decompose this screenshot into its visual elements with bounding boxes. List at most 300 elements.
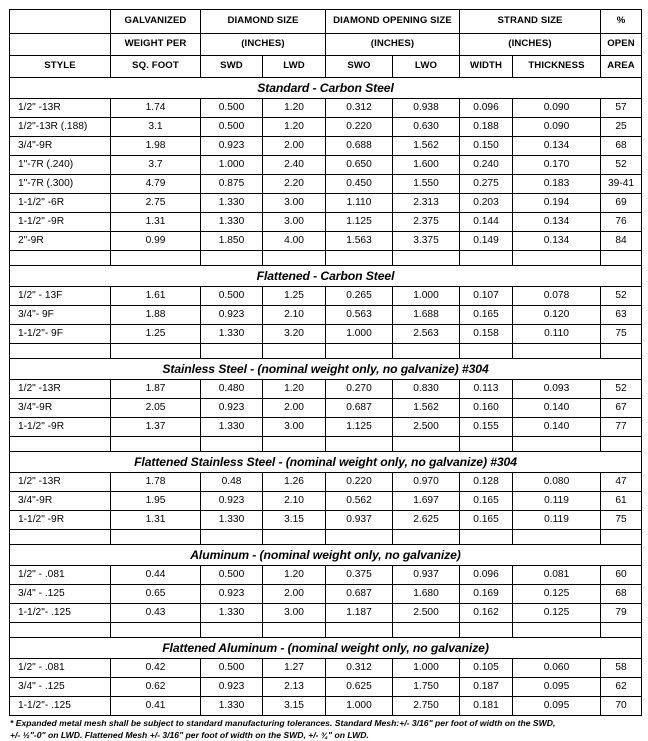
spacer-cell	[263, 623, 326, 638]
header-percent: %	[601, 10, 642, 34]
cell-lwo: 0.938	[393, 99, 460, 118]
cell-lwd: 2.20	[263, 175, 326, 194]
table-row	[10, 659, 642, 678]
cell-lwd: 1.25	[263, 287, 326, 306]
cell-area: 57	[601, 99, 642, 118]
cell-lwd: 1.26	[263, 473, 326, 492]
cell-area: 52	[601, 287, 642, 306]
spacer-cell	[513, 530, 601, 545]
cell-style: 1/2" -13R	[10, 380, 111, 399]
cell-lwd: 3.15	[263, 511, 326, 530]
table-row	[10, 566, 642, 585]
cell-thickness: 0.110	[513, 325, 601, 344]
section-title: Stainless Steel - (nominal weight only, no galvanize) #304	[10, 359, 642, 380]
cell-weight: 1.95	[111, 492, 201, 511]
cell-area: 39-41	[601, 175, 642, 194]
cell-thickness: 0.095	[513, 697, 601, 716]
footnote	[10, 718, 640, 741]
spacer-cell	[201, 623, 263, 638]
cell-style: 1-1/2" -9R	[10, 213, 111, 232]
cell-swd: 0.923	[201, 678, 263, 697]
cell-width: 0.165	[460, 511, 513, 530]
cell-style: 3/4"- 9F	[10, 306, 111, 325]
cell-style: 3/4"-9R	[10, 492, 111, 511]
header-col-area: AREA	[601, 56, 642, 78]
table-row	[10, 473, 642, 492]
spacer-cell	[601, 251, 642, 266]
spacer-cell	[326, 530, 393, 545]
cell-lwd: 3.00	[263, 194, 326, 213]
cell-swd: 0.923	[201, 585, 263, 604]
cell-lwo: 1.562	[393, 399, 460, 418]
cell-weight: 2.75	[111, 194, 201, 213]
cell-weight: 3.7	[111, 156, 201, 175]
cell-swo: 0.312	[326, 659, 393, 678]
cell-area: 67	[601, 399, 642, 418]
spacer-cell	[111, 530, 201, 545]
cell-area: 68	[601, 137, 642, 156]
table-row	[10, 380, 642, 399]
cell-thickness: 0.090	[513, 118, 601, 137]
table-row	[10, 325, 642, 344]
cell-lwd: 1.20	[263, 566, 326, 585]
spacer-cell	[513, 344, 601, 359]
cell-thickness: 0.119	[513, 511, 601, 530]
cell-thickness: 0.170	[513, 156, 601, 175]
cell-thickness: 0.183	[513, 175, 601, 194]
cell-swo: 1.187	[326, 604, 393, 623]
cell-lwd: 2.00	[263, 585, 326, 604]
cell-lwo: 2.500	[393, 604, 460, 623]
cell-swd: 0.48	[201, 473, 263, 492]
cell-swo: 0.650	[326, 156, 393, 175]
cell-swd: 0.500	[201, 287, 263, 306]
cell-width: 0.165	[460, 306, 513, 325]
cell-lwo: 0.830	[393, 380, 460, 399]
cell-width: 0.162	[460, 604, 513, 623]
section-title: Flattened Stainless Steel - (nominal weight only, no galvanize) #304	[10, 452, 642, 473]
cell-style: 1-1/2"- 9F	[10, 325, 111, 344]
cell-swo: 1.000	[326, 697, 393, 716]
cell-swd: 1.330	[201, 325, 263, 344]
cell-lwd: 3.20	[263, 325, 326, 344]
cell-weight: 0.62	[111, 678, 201, 697]
cell-thickness: 0.060	[513, 659, 601, 678]
cell-weight: 0.65	[111, 585, 201, 604]
section-title: Flattened Aluminum - (nominal weight only, no galvanize)	[10, 638, 642, 659]
cell-area: 52	[601, 156, 642, 175]
cell-area: 76	[601, 213, 642, 232]
header-strand-size: STRAND SIZE	[460, 10, 601, 34]
table-row	[10, 604, 642, 623]
table-row	[10, 137, 642, 156]
cell-style: 1-1/2" -9R	[10, 511, 111, 530]
cell-area: 25	[601, 118, 642, 137]
header-diamond-size: DIAMOND SIZE	[201, 10, 326, 34]
cell-weight: 1.25	[111, 325, 201, 344]
header-col-lwo: LWO	[393, 56, 460, 78]
cell-swd: 1.330	[201, 511, 263, 530]
cell-area: 58	[601, 659, 642, 678]
cell-area: 70	[601, 697, 642, 716]
section-title: Standard - Carbon Steel	[10, 78, 642, 99]
cell-style: 3/4"-9R	[10, 137, 111, 156]
section-title: Flattened - Carbon Steel	[10, 266, 642, 287]
header-col-lwd: LWD	[263, 56, 326, 78]
cell-thickness: 0.125	[513, 585, 601, 604]
spacer-cell	[393, 251, 460, 266]
section-header-row	[10, 452, 642, 473]
table-row	[10, 678, 642, 697]
cell-thickness: 0.140	[513, 418, 601, 437]
cell-swd: 0.923	[201, 137, 263, 156]
cell-swd: 1.850	[201, 232, 263, 251]
cell-style: 3/4" - .125	[10, 585, 111, 604]
spec-sheet	[0, 9, 648, 740]
cell-lwd: 3.00	[263, 213, 326, 232]
cell-swd: 1.330	[201, 697, 263, 716]
footnote-line-1: * Expanded metal mesh shall be subject to standard manufacturing tolerances. Standard Mesh:+/- 3/16" per foot of width on the SWD,	[10, 718, 556, 728]
cell-thickness: 0.120	[513, 306, 601, 325]
cell-swo: 1.110	[326, 194, 393, 213]
cell-lwd: 3.15	[263, 697, 326, 716]
spacer-cell	[201, 344, 263, 359]
spacer-cell	[111, 251, 201, 266]
cell-weight: 0.41	[111, 697, 201, 716]
cell-swo: 0.265	[326, 287, 393, 306]
cell-swo: 0.220	[326, 473, 393, 492]
cell-lwd: 1.20	[263, 99, 326, 118]
cell-style: 1/2"-13R (.188)	[10, 118, 111, 137]
cell-area: 61	[601, 492, 642, 511]
cell-lwd: 2.10	[263, 306, 326, 325]
spacer-cell	[326, 623, 393, 638]
cell-lwo: 2.500	[393, 418, 460, 437]
cell-lwo: 1.000	[393, 659, 460, 678]
cell-width: 0.096	[460, 566, 513, 585]
header-col-style: STYLE	[10, 56, 111, 78]
spacer-cell	[263, 251, 326, 266]
table-row	[10, 232, 642, 251]
spacer-cell	[513, 437, 601, 452]
cell-style: 1/2" - .081	[10, 566, 111, 585]
cell-weight: 0.99	[111, 232, 201, 251]
cell-lwo: 1.000	[393, 287, 460, 306]
cell-area: 63	[601, 306, 642, 325]
section-header-row	[10, 359, 642, 380]
cell-style: 1/2" -13R	[10, 473, 111, 492]
cell-swo: 0.270	[326, 380, 393, 399]
section-header-row	[10, 545, 642, 566]
spacer-cell	[10, 437, 111, 452]
cell-swd: 0.480	[201, 380, 263, 399]
cell-area: 69	[601, 194, 642, 213]
cell-area: 75	[601, 511, 642, 530]
cell-width: 0.240	[460, 156, 513, 175]
cell-width: 0.275	[460, 175, 513, 194]
cell-lwo: 3.375	[393, 232, 460, 251]
cell-lwo: 1.550	[393, 175, 460, 194]
section-header-row	[10, 638, 642, 659]
cell-lwd: 2.13	[263, 678, 326, 697]
cell-lwo: 0.970	[393, 473, 460, 492]
cell-width: 0.181	[460, 697, 513, 716]
cell-width: 0.113	[460, 380, 513, 399]
cell-weight: 1.31	[111, 213, 201, 232]
table-row	[10, 213, 642, 232]
cell-lwd: 1.20	[263, 118, 326, 137]
table-row	[10, 418, 642, 437]
cell-lwo: 1.688	[393, 306, 460, 325]
cell-weight: 0.43	[111, 604, 201, 623]
cell-area: 75	[601, 325, 642, 344]
table-row	[10, 306, 642, 325]
spacer-cell	[326, 344, 393, 359]
spacer-cell	[263, 530, 326, 545]
header-diamond-opening-size: DIAMOND OPENING SIZE	[326, 10, 460, 34]
spacer-cell	[10, 344, 111, 359]
cell-style: 3/4"-9R	[10, 399, 111, 418]
cell-lwo: 1.600	[393, 156, 460, 175]
cell-lwd: 2.40	[263, 156, 326, 175]
section-header-row	[10, 78, 642, 99]
cell-weight: 0.42	[111, 659, 201, 678]
cell-weight: 3.1	[111, 118, 201, 137]
cell-width: 0.155	[460, 418, 513, 437]
spacer-cell	[601, 437, 642, 452]
cell-weight: 1.31	[111, 511, 201, 530]
cell-thickness: 0.081	[513, 566, 601, 585]
cell-style: 3/4" - .125	[10, 678, 111, 697]
table-row	[10, 585, 642, 604]
cell-weight: 1.37	[111, 418, 201, 437]
spacer-cell	[601, 344, 642, 359]
cell-thickness: 0.140	[513, 399, 601, 418]
spacer-cell	[460, 623, 513, 638]
cell-area: 62	[601, 678, 642, 697]
spacer-row	[10, 251, 642, 266]
cell-thickness: 0.078	[513, 287, 601, 306]
header-col-width: WIDTH	[460, 56, 513, 78]
cell-swo: 0.312	[326, 99, 393, 118]
header-galvanized: GALVANIZED	[111, 10, 201, 34]
cell-weight: 0.44	[111, 566, 201, 585]
spacer-cell	[263, 344, 326, 359]
spacer-cell	[460, 530, 513, 545]
cell-swo: 1.000	[326, 325, 393, 344]
cell-width: 0.149	[460, 232, 513, 251]
cell-width: 0.203	[460, 194, 513, 213]
cell-width: 0.144	[460, 213, 513, 232]
cell-area: 60	[601, 566, 642, 585]
cell-lwo: 0.630	[393, 118, 460, 137]
spacer-row	[10, 344, 642, 359]
cell-area: 79	[601, 604, 642, 623]
table-row	[10, 156, 642, 175]
header-col-thickness: THICKNESS	[513, 56, 601, 78]
cell-lwd: 1.27	[263, 659, 326, 678]
spacer-cell	[393, 437, 460, 452]
cell-thickness: 0.125	[513, 604, 601, 623]
cell-lwd: 3.00	[263, 418, 326, 437]
spacer-cell	[201, 437, 263, 452]
cell-lwo: 0.937	[393, 566, 460, 585]
cell-lwd: 1.20	[263, 380, 326, 399]
table-row	[10, 492, 642, 511]
spacer-cell	[201, 251, 263, 266]
cell-lwo: 2.313	[393, 194, 460, 213]
table-row	[10, 399, 642, 418]
cell-weight: 1.98	[111, 137, 201, 156]
cell-swo: 0.563	[326, 306, 393, 325]
cell-width: 0.187	[460, 678, 513, 697]
cell-style: 1-1/2"- .125	[10, 604, 111, 623]
header-open: OPEN	[601, 34, 642, 56]
spacer-cell	[513, 623, 601, 638]
cell-style: 1"-7R (.300)	[10, 175, 111, 194]
cell-width: 0.188	[460, 118, 513, 137]
table-row	[10, 175, 642, 194]
header-inches-strand: (INCHES)	[460, 34, 601, 56]
cell-lwo: 2.375	[393, 213, 460, 232]
cell-swo: 0.562	[326, 492, 393, 511]
spacer-cell	[393, 344, 460, 359]
cell-swd: 0.923	[201, 399, 263, 418]
spacer-cell	[393, 530, 460, 545]
cell-weight: 1.88	[111, 306, 201, 325]
cell-lwo: 2.563	[393, 325, 460, 344]
cell-width: 0.158	[460, 325, 513, 344]
cell-swd: 0.923	[201, 492, 263, 511]
cell-lwo: 1.750	[393, 678, 460, 697]
header-inches-diamond: (INCHES)	[201, 34, 326, 56]
section-header-row	[10, 266, 642, 287]
cell-weight: 2.05	[111, 399, 201, 418]
spacer-cell	[111, 344, 201, 359]
header-weight-per: WEIGHT PER	[111, 34, 201, 56]
cell-swo: 0.687	[326, 585, 393, 604]
cell-swo: 0.625	[326, 678, 393, 697]
cell-swd: 0.500	[201, 118, 263, 137]
cell-width: 0.160	[460, 399, 513, 418]
cell-swd: 1.330	[201, 213, 263, 232]
spacer-cell	[601, 530, 642, 545]
header-corner-blank	[10, 10, 111, 34]
cell-swd: 0.500	[201, 99, 263, 118]
cell-width: 0.165	[460, 492, 513, 511]
cell-swo: 1.125	[326, 418, 393, 437]
cell-swd: 1.330	[201, 194, 263, 213]
table-row	[10, 511, 642, 530]
header-row-units	[10, 34, 642, 56]
header-inches-opening: (INCHES)	[326, 34, 460, 56]
section-title: Aluminum - (nominal weight only, no galvanize)	[10, 545, 642, 566]
cell-lwo: 1.680	[393, 585, 460, 604]
cell-area: 47	[601, 473, 642, 492]
cell-thickness: 0.134	[513, 213, 601, 232]
cell-swd: 0.875	[201, 175, 263, 194]
cell-style: 1/2" - .081	[10, 659, 111, 678]
cell-weight: 1.74	[111, 99, 201, 118]
table-row	[10, 194, 642, 213]
cell-swo: 0.375	[326, 566, 393, 585]
spacer-row	[10, 437, 642, 452]
cell-swo: 1.563	[326, 232, 393, 251]
cell-width: 0.096	[460, 99, 513, 118]
cell-style: 1"-7R (.240)	[10, 156, 111, 175]
cell-width: 0.150	[460, 137, 513, 156]
header-row-columns	[10, 56, 642, 78]
cell-thickness: 0.194	[513, 194, 601, 213]
spacer-cell	[10, 251, 111, 266]
cell-lwo: 2.625	[393, 511, 460, 530]
cell-area: 68	[601, 585, 642, 604]
cell-style: 1-1/2"- .125	[10, 697, 111, 716]
cell-area: 77	[601, 418, 642, 437]
cell-weight: 1.78	[111, 473, 201, 492]
spacer-cell	[326, 251, 393, 266]
spacer-cell	[326, 437, 393, 452]
cell-thickness: 0.080	[513, 473, 601, 492]
cell-width: 0.128	[460, 473, 513, 492]
cell-swd: 1.000	[201, 156, 263, 175]
header-col-swd: SWD	[201, 56, 263, 78]
cell-swo: 0.937	[326, 511, 393, 530]
spacer-cell	[10, 530, 111, 545]
spacer-cell	[393, 623, 460, 638]
spacer-cell	[201, 530, 263, 545]
cell-weight: 1.61	[111, 287, 201, 306]
cell-weight: 1.87	[111, 380, 201, 399]
cell-style: 1-1/2" -6R	[10, 194, 111, 213]
cell-swo: 1.125	[326, 213, 393, 232]
spacer-cell	[460, 251, 513, 266]
spacer-cell	[513, 251, 601, 266]
spacer-cell	[263, 437, 326, 452]
cell-thickness: 0.090	[513, 99, 601, 118]
spacer-cell	[111, 623, 201, 638]
cell-area: 84	[601, 232, 642, 251]
cell-swd: 0.923	[201, 306, 263, 325]
cell-lwd: 4.00	[263, 232, 326, 251]
table-row	[10, 118, 642, 137]
spacer-cell	[460, 344, 513, 359]
header-col-sq-foot: SQ. FOOT	[111, 56, 201, 78]
cell-weight: 4.79	[111, 175, 201, 194]
spacer-row	[10, 623, 642, 638]
cell-swd: 0.500	[201, 659, 263, 678]
expanded-metal-spec-table	[9, 9, 642, 716]
cell-width: 0.105	[460, 659, 513, 678]
cell-area: 52	[601, 380, 642, 399]
spacer-row	[10, 530, 642, 545]
cell-lwo: 2.750	[393, 697, 460, 716]
cell-lwd: 2.00	[263, 137, 326, 156]
cell-swd: 1.330	[201, 604, 263, 623]
cell-width: 0.107	[460, 287, 513, 306]
cell-thickness: 0.095	[513, 678, 601, 697]
cell-lwo: 1.562	[393, 137, 460, 156]
cell-thickness: 0.134	[513, 232, 601, 251]
header-col-swo: SWO	[326, 56, 393, 78]
cell-style: 2"-9R	[10, 232, 111, 251]
cell-thickness: 0.134	[513, 137, 601, 156]
cell-swd: 0.500	[201, 566, 263, 585]
table-row	[10, 697, 642, 716]
header-row-group	[10, 10, 642, 34]
cell-lwd: 3.00	[263, 604, 326, 623]
cell-width: 0.169	[460, 585, 513, 604]
